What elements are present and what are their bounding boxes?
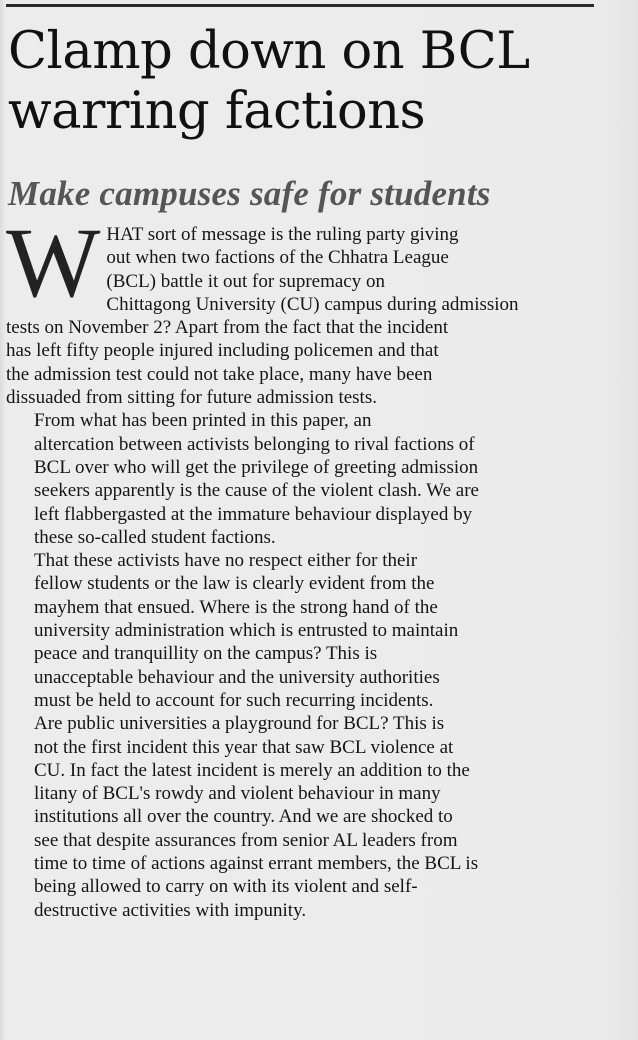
headline-line-2: warring factions xyxy=(8,82,426,141)
paragraph-line: the admission test could not take place, many have been xyxy=(6,363,433,385)
paragraph-line: Are public universities a playground for BCL? This is xyxy=(34,713,445,735)
paragraph-line: dissuaded from sitting for future admission tests. xyxy=(6,387,377,409)
paragraph-line: time to time of actions against errant members, the BCL is xyxy=(34,853,479,875)
headline-line-1: Clamp down on BCL xyxy=(8,22,530,81)
paragraph-line: (BCL) battle it out for supremacy on xyxy=(106,270,385,292)
subheadline: Make campuses safe for students xyxy=(8,174,491,213)
paragraph-line: Chittagong University (CU) campus during admission xyxy=(106,293,519,315)
drop-cap: W xyxy=(6,207,97,318)
paragraph-line: BCL over who will get the privilege of greeting admission xyxy=(34,456,479,478)
paragraph-4 xyxy=(6,712,604,922)
headline xyxy=(8,22,628,142)
paragraph-line: fellow students or the law is clearly evident from the xyxy=(34,573,435,595)
paragraph-line: tests on November 2? Apart from the fact that the incident xyxy=(6,317,449,339)
paragraph-line: not the first incident this year that saw BCL violence at xyxy=(34,736,454,758)
paragraph-line: must be held to account for such recurring incidents. xyxy=(34,689,434,711)
paragraph-line: destructive activities with impunity. xyxy=(34,899,307,921)
top-rule xyxy=(6,4,594,7)
paragraph-line: litany of BCL's rowdy and violent behaviour in many xyxy=(34,783,441,805)
paragraph-line: That these activists have no respect either for their xyxy=(34,550,418,572)
paragraph-line: left flabbergasted at the immature behaviour displayed by xyxy=(34,503,473,525)
paragraph-line: seekers apparently is the cause of the violent clash. We are xyxy=(34,480,479,502)
article-body xyxy=(6,207,604,922)
paragraph-line: out when two factions of the Chhatra League xyxy=(106,247,449,269)
paragraph-line: university administration which is entrusted to maintain xyxy=(34,620,459,642)
paragraph-2 xyxy=(6,409,604,549)
paragraph-3 xyxy=(6,549,604,712)
paragraph-line: CU. In fact the latest incident is merely an addition to the xyxy=(34,759,470,781)
paragraph-line: has left fifty people injured including policemen and that xyxy=(6,340,439,362)
paragraph-line: peace and tranquillity on the campus? This is xyxy=(34,643,378,665)
paragraph-line: see that despite assurances from senior AL leaders from xyxy=(34,829,458,851)
paragraph-line: From what has been printed in this paper, an xyxy=(34,410,372,432)
paragraph-line: unacceptable behaviour and the university authorities xyxy=(34,666,440,688)
paragraph-line: institutions all over the country. And we are shocked to xyxy=(34,806,453,828)
paragraph-line: HAT sort of message is the ruling party giving xyxy=(106,224,459,245)
paragraph-line: being allowed to carry on with its violent and self- xyxy=(34,876,418,898)
paragraph-line: these so-called student factions. xyxy=(34,526,276,548)
paragraph-line: altercation between activists belonging to rival factions of xyxy=(34,433,475,455)
paragraph-line: mayhem that ensued. Where is the strong hand of the xyxy=(34,596,438,618)
